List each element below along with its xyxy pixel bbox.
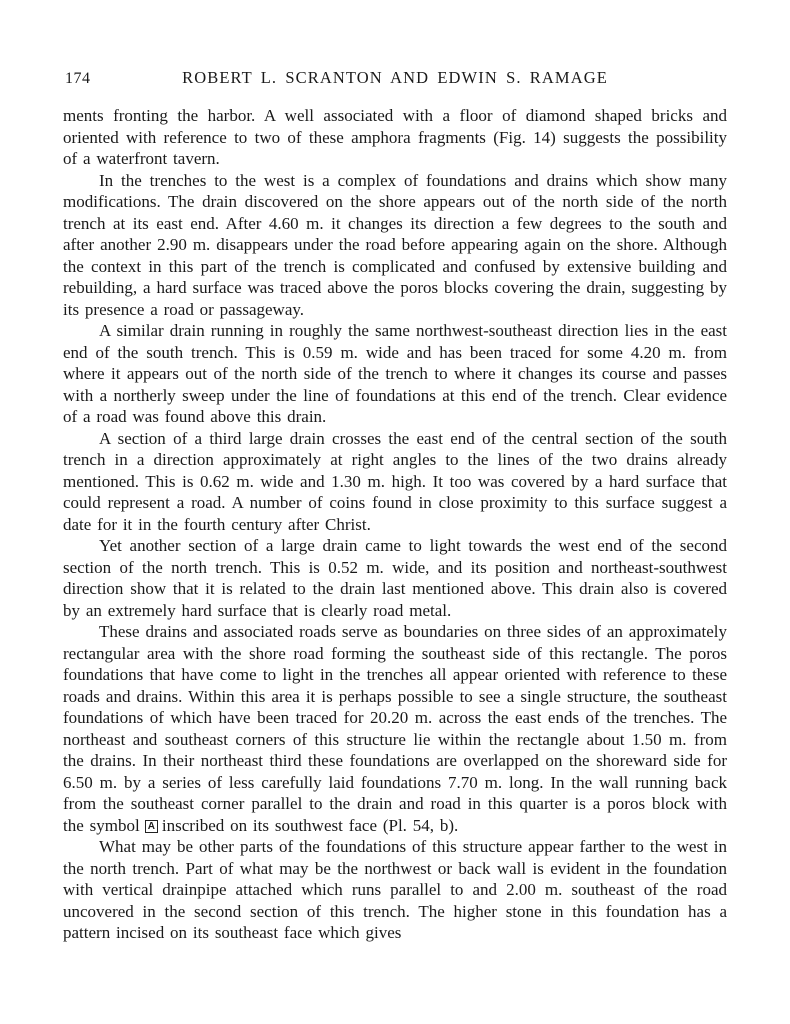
article-body bbox=[63, 105, 727, 944]
paragraph-continuation: ments fronting the harbor. A well associated with a floor of diamond shaped bricks and oriented with reference to two of these amphora fragments (Fig. 14) suggests the possibility of a waterfront tavern. bbox=[63, 106, 727, 168]
paragraph: A section of a third large drain crosses the east end of the central section of the south trench in a direction approximately at right angles to the lines of the two drains already mentioned. This is 0.62 m. wide and 1.30 m. high. It too was covered by a hard surface that could represent a road. A number of coins found in close proximity to this surface suggest a date for it in the fourth century after Christ. bbox=[63, 428, 727, 534]
mason-mark-boxed-a-symbol: A bbox=[145, 820, 158, 833]
paragraph-text-after-symbol: inscribed on its southwest face (Pl. 54, b). bbox=[161, 815, 459, 835]
paragraph bbox=[63, 621, 727, 836]
paragraph-text-before-symbol: These drains and associated roads serve as boundaries on three sides of an approximately rectangular area with the shore road forming the southeast side of this rectangle. The poros foundations that have come to light in the trenches all appear oriented with reference to these roads and drains. Within this area it is perhaps possible to see a single structure, the southeast foundations of which have been traced for 20.20 m. across the east ends of the trenches. The northeast and southeast corners of this structure lie within the rectangle about 1.50 m. from the drains. In their northeast third these foundations are overlapped on the shoreward side for 6.50 m. by a series of less carefully laid foundations 7.70 m. long. In the wall running back from the southeast corner parallel to the drain and road in this quarter is a poros block with the symbol bbox=[63, 622, 727, 835]
page-number: 174 bbox=[65, 70, 91, 87]
running-title: ROBERT L. SCRANTON AND EDWIN S. RAMAGE bbox=[182, 68, 608, 87]
paragraph: What may be other parts of the foundations of this structure appear farther to the west in the north trench. Part of what may be the northwest or back wall is evident in the foundation with vertical drainpipe attached which runs parallel to and 2.00 m. southeast of the road uncovered in the second section of this trench. The higher stone in this foundation has a pattern incised on its southeast face which gives bbox=[63, 837, 727, 942]
paragraph: In the trenches to the west is a complex of foundations and drains which show many modifications. The drain discovered on the shore appears out of the north side of the north trench at its east end. After 4.60 m. it changes its direction a few degrees to the south and after another 2.90 m. disappears under the road before appearing again on the shore. Although the context in this part of the trench is complicated and confused by extensive building and rebuilding, a hard surface was traced above the poros blocks covering the drain, suggesting by its presence a road or passageway. bbox=[63, 170, 727, 319]
paragraph: A similar drain running in roughly the same northwest-southeast direction lies in the east end of the south trench. This is 0.59 m. wide and has been traced for some 4.20 m. from where it appears out of the north side of the trench to where it changes its course and passes with a northerly sweep under the line of foundations at this end of the trench. Clear evidence of a road was found above this drain. bbox=[63, 321, 727, 426]
page-header bbox=[63, 68, 727, 90]
paragraph: Yet another section of a large drain came to light towards the west end of the second section of the north trench. This is 0.52 m. wide, and its position and northeast-southwest direction show that it is related to the drain last mentioned above. This drain also is covered by an extremely hard surface that is clearly road metal. bbox=[63, 536, 727, 620]
